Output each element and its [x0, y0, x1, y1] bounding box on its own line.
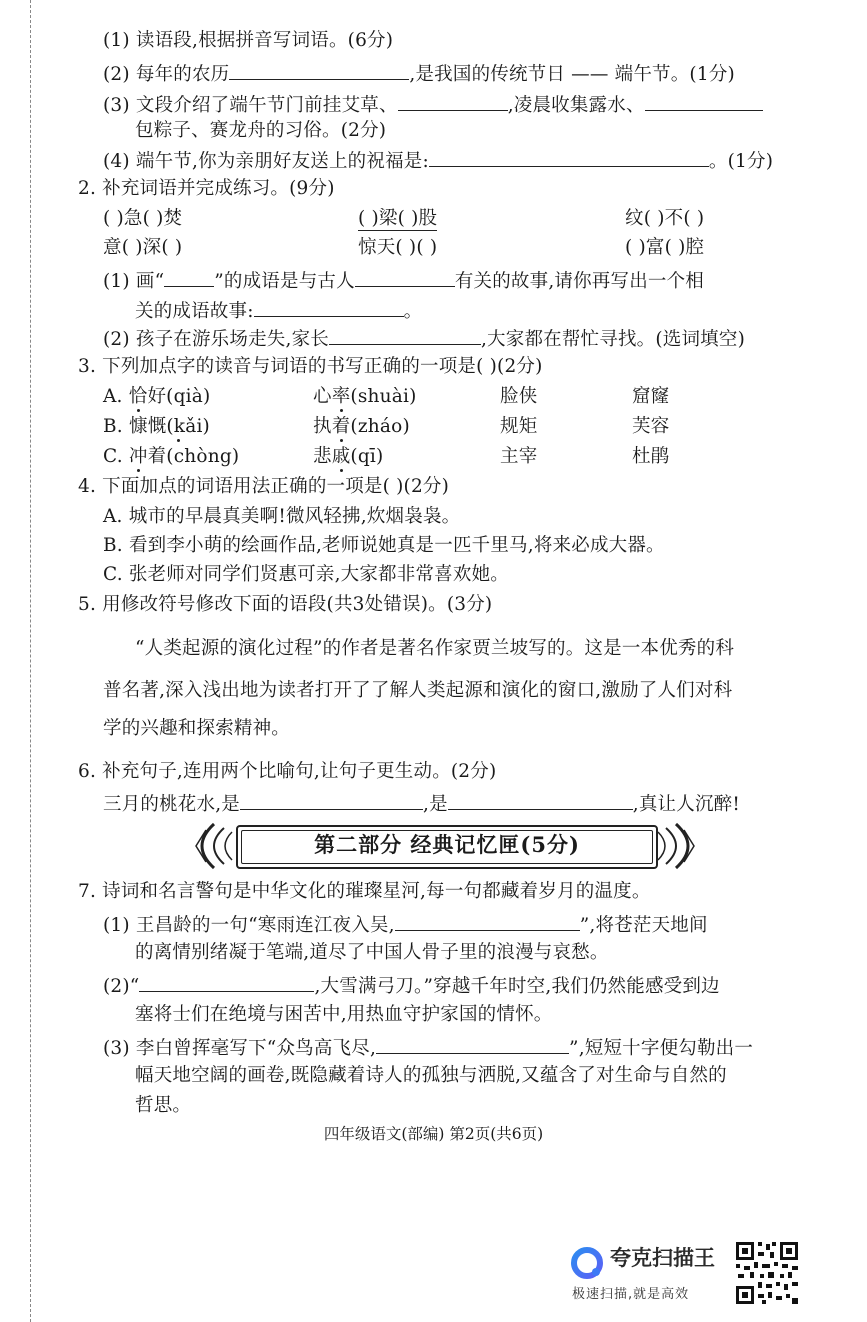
- answer-blank[interactable]: [398, 94, 508, 111]
- q5-title: 5. 用修改符号修改下面的语段(共3处错误)。(3分): [78, 594, 493, 615]
- q7-sub1: (1) 王昌龄的一句“寒雨连江夜入吴, ”,将苍茫天地间: [103, 915, 708, 936]
- q5-passage-line-2: 普名著,深入浅出地为读者打开了了解人类起源和演化的窗口,激励了人们对科: [103, 680, 733, 701]
- answer-blank[interactable]: [645, 94, 763, 111]
- page-footer: 四年级语文(部编) 第2页(共6页): [323, 1125, 544, 1143]
- idiom-4: 意( )深( ): [103, 237, 183, 258]
- q7-sub3-cont: 幅天地空阔的画卷,既隐藏着诗人的孤独与洒脱,又蕴含了对生命与自然的: [135, 1065, 727, 1086]
- section-title: 第二部分 经典记忆匣(5分): [314, 832, 580, 857]
- scanner-watermark: [570, 1240, 730, 1310]
- q6-title: 6. 补充句子,连用两个比喻句,让句子更生动。(2分): [78, 761, 497, 782]
- q2-sub1-cont: 关的成语故事: 。: [135, 301, 423, 322]
- answer-blank[interactable]: [240, 793, 423, 810]
- binding-margin-line: [30, 0, 31, 1322]
- idiom-5: 惊天( )( ): [358, 237, 438, 258]
- answer-blank[interactable]: [376, 1037, 569, 1054]
- q1-sub2: (2) 每年的农历 ,是我国的传统节日 —— 端午节。(1分): [103, 64, 735, 85]
- answer-blank[interactable]: [329, 328, 481, 345]
- idiom-3: 纹( )不( ): [625, 208, 705, 229]
- answer-blank[interactable]: [229, 63, 409, 80]
- q4-option-c[interactable]: C. 张老师对同学们贤惠可亲,大家都非常喜欢她。: [103, 564, 509, 585]
- scanner-logo-icon: [570, 1246, 604, 1280]
- q2-sub1: (1) 画“ ”的成语是与古人 有关的故事,请你再写出一个相: [103, 271, 704, 292]
- scanner-slogan: 极速扫描,就是高效: [572, 1287, 690, 1302]
- q1-sub3: (3) 文段介绍了端午节门前挂艾草、 ,凌晨收集露水、: [103, 94, 763, 116]
- q4-option-b[interactable]: B. 看到李小萌的绘画作品,老师说她真是一匹千里马,将来必成大器。: [103, 535, 665, 556]
- answer-blank[interactable]: [164, 270, 214, 287]
- answer-blank[interactable]: [355, 270, 455, 287]
- idiom-1: ( )急( )焚: [103, 208, 183, 229]
- q7-sub3: (3) 李白曾挥毫写下“众鸟高飞尽, ”,短短十字便勾勒出一: [103, 1038, 754, 1059]
- answer-blank[interactable]: [429, 150, 709, 167]
- q7-sub3-cont2: 哲思。: [135, 1095, 192, 1116]
- answer-blank[interactable]: [395, 914, 580, 931]
- answer-blank[interactable]: [139, 975, 314, 992]
- q1-sub3-cont: 包粽子、赛龙舟的习俗。(2分): [135, 120, 387, 141]
- q4-option-a[interactable]: A. 城市的早晨真美啊!微风轻拂,炊烟袅袅。: [103, 506, 461, 527]
- banner-right-ornament: [650, 820, 706, 872]
- q2-title: 2. 补充词语并完成练习。(9分): [78, 178, 335, 199]
- qr-code-icon: [734, 1240, 800, 1306]
- q6-sentence: 三月的桃花水,是 ,是 ,真让人沉醉!: [103, 794, 740, 815]
- idiom-6: ( )富( )腔: [625, 237, 705, 258]
- q7-sub2-cont: 塞将士们在绝境与困苦中,用热血守护家国的情怀。: [135, 1004, 553, 1025]
- idiom-2-underlined: ( )梁( )股: [358, 208, 438, 229]
- q7-sub1-cont: 的离情别绪凝于笔端,道尽了中国人骨子里的浪漫与哀愁。: [135, 942, 609, 963]
- answer-blank[interactable]: [448, 793, 633, 810]
- scanner-brand: 夸克扫描王: [610, 1246, 715, 1270]
- answer-blank[interactable]: [254, 300, 404, 317]
- q1-sub1: (1) 读语段,根据拼音写词语。(6分): [103, 30, 394, 51]
- q7-sub2: (2)“ ,大雪满弓刀。”穿越千年时空,我们仍然能感受到边: [103, 976, 720, 997]
- q5-passage-line-3: 学的兴趣和探索精神。: [103, 718, 291, 739]
- q4-title: 4. 下面加点的词语用法正确的一项是( )(2分): [78, 476, 450, 497]
- section-banner: [184, 820, 706, 872]
- q7-title: 7. 诗词和名言警句是中华文化的璀璨星河,每一句都藏着岁月的温度。: [78, 881, 651, 902]
- banner-left-ornament: [184, 820, 240, 872]
- q1-sub4: (4) 端午节,你为亲朋好友送上的祝福是: 。(1分): [103, 151, 774, 172]
- q2-sub2: (2) 孩子在游乐场走失,家长 ,大家都在帮忙寻找。(选词填空): [103, 329, 745, 350]
- q5-passage-line-1: “人类起源的演化过程”的作者是著名作家贾兰坡写的。这是一本优秀的科: [135, 638, 735, 659]
- q3-title: 3. 下列加点字的读音与词语的书写正确的一项是( )(2分): [78, 356, 543, 377]
